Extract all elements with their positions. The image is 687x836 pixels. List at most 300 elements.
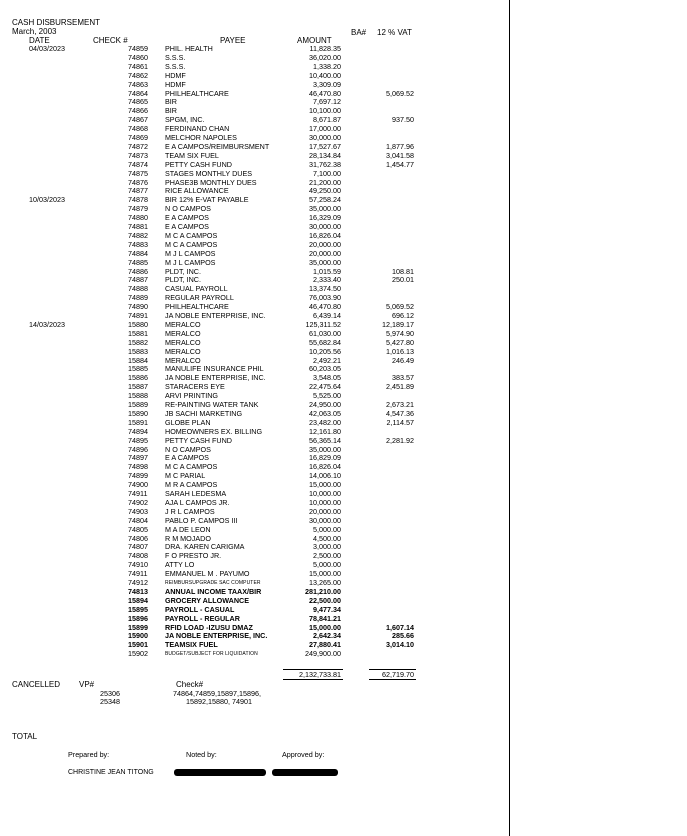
row-check-number: 74897 <box>128 453 148 463</box>
row-amount: 1,015.59 <box>313 266 341 276</box>
table-row <box>0 232 509 241</box>
table-row <box>0 446 509 455</box>
table-row <box>0 90 509 99</box>
row-vat: 1,016.13 <box>386 346 414 356</box>
row-amount: 8,671.87 <box>313 115 341 125</box>
row-payee: PETTY CASH FUND <box>165 159 232 169</box>
row-check-number: 15886 <box>128 373 148 383</box>
row-vat: 3,014.10 <box>386 640 414 650</box>
row-check-number: 74886 <box>128 266 148 276</box>
row-payee: PABLO P. CAMPOS III <box>165 515 238 525</box>
table-row <box>0 196 509 205</box>
redacted-name <box>272 769 338 776</box>
row-check-number: 74869 <box>128 133 148 142</box>
row-payee: M R A CAMPOS <box>165 480 218 490</box>
table-row <box>0 152 509 161</box>
row-check-number: 15889 <box>128 400 148 409</box>
row-payee: SARAH LEDESMA <box>165 489 227 498</box>
row-amount: 3,000.00 <box>313 542 341 552</box>
table-row <box>0 606 509 615</box>
row-amount: 15,000.00 <box>309 569 341 579</box>
table-row <box>0 250 509 259</box>
row-check-number: 74911 <box>128 569 148 579</box>
table-row <box>0 330 509 339</box>
row-check-number: 74889 <box>128 293 148 303</box>
row-check-number: 15900 <box>128 631 148 641</box>
amount-total-underline <box>283 679 343 680</box>
row-payee: HDMF <box>165 70 186 80</box>
row-payee: M J L CAMPOS <box>165 248 216 258</box>
table-row <box>0 561 509 570</box>
table-row <box>0 312 509 321</box>
row-payee: TEAM SIX FUEL <box>165 150 219 160</box>
row-payee: E A CAMPOS <box>165 222 209 231</box>
row-payee: RICE ALLOWANCE <box>165 186 229 196</box>
row-payee: M C A CAMPOS <box>165 230 218 240</box>
row-check-number: 74900 <box>128 480 148 490</box>
row-amount: 35,000.00 <box>309 444 341 454</box>
table-row <box>0 339 509 348</box>
row-amount: 46,470.80 <box>309 88 341 98</box>
row-payee: MERALCO <box>165 355 201 365</box>
row-amount: 11,828.35 <box>309 44 341 53</box>
table-row <box>0 81 509 90</box>
row-payee: S.S.S. <box>165 61 186 71</box>
row-payee: M C PARIAL <box>165 471 206 481</box>
header-amount: AMOUNT <box>297 36 332 45</box>
row-check-number: 74896 <box>128 444 148 454</box>
row-payee: M C A CAMPOS <box>165 462 218 472</box>
row-vat: 5,069.52 <box>386 88 414 98</box>
table-row <box>0 214 509 223</box>
row-check-number: 74859 <box>128 44 148 53</box>
row-amount: 125,311.52 <box>305 319 341 329</box>
table-row <box>0 72 509 81</box>
vat-total-underline <box>369 679 416 680</box>
row-check-number: 15882 <box>128 337 148 347</box>
row-payee: STAGES MONTHLY DUES <box>165 168 253 178</box>
row-amount: 10,205.56 <box>309 346 341 356</box>
row-check-number: 74899 <box>128 471 148 481</box>
table-row <box>0 241 509 250</box>
row-check-number: 74885 <box>128 257 148 267</box>
row-check-number: 74902 <box>128 497 148 507</box>
row-check-number: 15902 <box>128 649 148 659</box>
row-check-number: 74876 <box>128 177 148 187</box>
row-date: 14/03/2023 <box>29 319 65 329</box>
table-row <box>0 437 509 446</box>
noted-by-label: Noted by: <box>186 750 217 759</box>
row-payee: REGULAR PAYROLL <box>165 293 234 303</box>
row-amount: 60,203.05 <box>309 364 341 374</box>
row-check-number: 74873 <box>128 150 148 160</box>
table-row <box>0 161 509 170</box>
table-row <box>0 615 509 624</box>
table-row <box>0 125 509 134</box>
row-payee: ANNUAL INCOME TAAX/BIR <box>165 586 262 596</box>
row-amount: 3,548.05 <box>313 373 341 383</box>
table-row <box>0 526 509 535</box>
row-check-number: 15901 <box>128 640 148 650</box>
row-payee: PHIL. HEALTH <box>165 44 213 53</box>
row-check-number: 15891 <box>128 417 148 427</box>
redacted-name <box>174 769 266 776</box>
table-row <box>0 179 509 188</box>
row-check-number: 74880 <box>128 213 148 223</box>
row-payee: STARACERS EYE <box>165 382 225 392</box>
row-amount: 14,006.10 <box>309 471 341 481</box>
row-payee: HOMEOWNERS EX. BILLING <box>165 426 263 436</box>
table-row <box>0 517 509 526</box>
row-payee: JB SACHI MARKETING <box>165 408 243 418</box>
row-amount: 21,200.00 <box>309 177 341 187</box>
row-amount: 281,210.00 <box>305 586 341 596</box>
table-row <box>0 98 509 107</box>
header-check: CHECK # <box>93 36 128 45</box>
row-amount: 35,000.00 <box>309 204 341 214</box>
table-row <box>0 481 509 490</box>
row-check-number: 74864 <box>128 88 148 98</box>
row-amount: 5,000.00 <box>313 560 341 570</box>
row-payee: MANULIFE INSURANCE PHIL <box>165 364 264 374</box>
row-amount: 5,525.00 <box>313 391 341 401</box>
row-amount: 10,400.00 <box>309 70 341 80</box>
row-check-number: 74881 <box>128 222 148 231</box>
row-check-number: 15896 <box>128 613 148 623</box>
row-payee: PAYROLL - REGULAR <box>165 613 240 623</box>
row-payee: CASUAL PAYROLL <box>165 284 228 294</box>
report-title: CASH DISBURSEMENT <box>12 18 101 27</box>
table-row <box>0 463 509 472</box>
row-vat: 285.66 <box>392 631 414 641</box>
row-amount: 61,030.00 <box>309 328 341 338</box>
row-check-number: 15895 <box>128 604 148 614</box>
table-row <box>0 321 509 330</box>
row-amount: 17,000.00 <box>309 124 341 134</box>
row-amount: 24,950.00 <box>309 400 341 409</box>
row-amount: 30,000.00 <box>309 222 341 231</box>
row-payee: ATTY LO <box>165 560 195 570</box>
row-payee: S.S.S. <box>165 52 186 62</box>
row-check-number: 74806 <box>128 533 148 543</box>
row-amount: 16,826.04 <box>309 230 341 240</box>
row-check-number: 74883 <box>128 239 148 249</box>
row-check-number: 15885 <box>128 364 148 374</box>
row-vat: 108.81 <box>392 266 414 276</box>
row-amount: 55,682.84 <box>309 337 341 347</box>
vp-number: 25306 <box>100 689 120 698</box>
row-amount: 76,003.90 <box>309 293 341 303</box>
table-row <box>0 490 509 499</box>
cancelled-check-label: Check# <box>176 680 204 689</box>
row-amount: 23,482.00 <box>309 417 341 427</box>
row-payee: GLOBE PLAN <box>165 417 211 427</box>
row-vat: 2,673.21 <box>386 400 414 409</box>
row-amount: 35,000.00 <box>309 257 341 267</box>
row-payee: R M MOJADO <box>165 533 211 543</box>
row-payee: SPGM, INC. <box>165 115 205 125</box>
row-amount: 28,134.84 <box>309 150 341 160</box>
row-check-number: 74863 <box>128 79 148 89</box>
row-amount: 16,826.04 <box>309 462 341 472</box>
row-payee: MERALCO <box>165 346 201 356</box>
report-period: March, 2003 <box>12 27 57 36</box>
row-payee: MERALCO <box>165 319 201 329</box>
row-check-number: 15888 <box>128 391 148 401</box>
row-payee: DRA. KAREN CARIGMA <box>165 542 245 552</box>
row-vat: 1,454.77 <box>386 159 414 169</box>
row-amount: 7,100.00 <box>313 168 341 178</box>
row-amount: 7,697.12 <box>313 97 341 107</box>
row-check-number: 74804 <box>128 515 148 525</box>
table-row <box>0 401 509 410</box>
row-amount: 15,000.00 <box>309 622 341 632</box>
row-payee: N O CAMPOS <box>165 204 211 214</box>
table-row <box>0 499 509 508</box>
row-amount: 9,477.34 <box>313 604 341 614</box>
row-amount: 20,000.00 <box>309 248 341 258</box>
vat-total: 62,719.70 <box>382 670 414 679</box>
row-check-number: 74891 <box>128 311 148 320</box>
row-vat: 3,041.58 <box>386 150 414 160</box>
row-amount: 13,265.00 <box>309 578 341 587</box>
row-payee: M C A CAMPOS <box>165 239 218 249</box>
table-row <box>0 472 509 481</box>
row-payee: REIMBURSUPGRADE SAC COMPUTER <box>165 580 261 586</box>
row-vat: 383.57 <box>392 373 414 383</box>
row-amount: 4,500.00 <box>313 533 341 543</box>
row-amount: 27,880.41 <box>309 640 341 650</box>
row-check-number: 74813 <box>128 586 148 596</box>
table-row <box>0 374 509 383</box>
row-check-number: 74912 <box>128 578 148 587</box>
row-payee: JA NOBLE ENTERPRISE, INC. <box>165 631 268 641</box>
row-check-number: 74898 <box>128 462 148 472</box>
row-amount: 2,333.40 <box>313 275 341 285</box>
row-amount: 42,063.05 <box>309 408 341 418</box>
table-row <box>0 543 509 552</box>
row-vat: 696.12 <box>392 311 414 320</box>
row-amount: 2,500.00 <box>313 551 341 561</box>
row-payee: BUDGET/SUBJECT FOR LIQUIDATION <box>165 651 258 658</box>
table-row <box>0 597 509 606</box>
row-check-number: 15887 <box>128 382 148 392</box>
row-amount: 16,329.09 <box>309 213 341 223</box>
table-row <box>0 276 509 285</box>
row-amount: 13,374.50 <box>309 284 341 294</box>
row-amount: 249,900.00 <box>305 649 341 659</box>
row-payee: ARVI PRINTING <box>165 391 218 401</box>
row-check-number: 74862 <box>128 70 148 80</box>
row-payee: MELCHOR NAPOLES <box>165 133 237 142</box>
row-check-number: 74867 <box>128 115 148 125</box>
row-check-number: 74895 <box>128 435 148 445</box>
row-amount: 10,000.00 <box>309 497 341 507</box>
row-amount: 49,250.00 <box>309 186 341 196</box>
row-vat: 1,607.14 <box>386 622 414 632</box>
header-ba: BA# <box>351 28 367 37</box>
row-payee: PHILHEALTHCARE <box>165 88 229 98</box>
row-payee: TEAMSIX FUEL <box>165 640 218 650</box>
row-payee: E A CAMPOS <box>165 213 209 223</box>
row-payee: PLDT, INC. <box>165 275 201 285</box>
vp-number: 25348 <box>100 697 120 706</box>
row-check-number: 15890 <box>128 408 148 418</box>
row-payee: GROCERY ALLOWANCE <box>165 595 249 605</box>
row-payee: EMMANUEL M . PAYUMO <box>165 569 250 579</box>
table-row <box>0 383 509 392</box>
header-vat: 12 % VAT <box>377 28 412 37</box>
row-amount: 56,365.14 <box>309 435 341 445</box>
row-payee: PHASE3B MONTHLY DUES <box>165 177 257 187</box>
table-row <box>0 205 509 214</box>
row-check-number: 15884 <box>128 355 148 365</box>
row-check-number: 74807 <box>128 542 148 552</box>
table-row <box>0 508 509 517</box>
row-amount: 46,470.80 <box>309 302 341 312</box>
row-check-number: 15881 <box>128 328 148 338</box>
table-row <box>0 588 509 597</box>
row-amount: 5,000.00 <box>313 524 341 534</box>
row-check-number: 74868 <box>128 124 148 134</box>
row-payee: RE-PAINTING WATER TANK <box>165 400 259 409</box>
table-row <box>0 454 509 463</box>
table-row <box>0 410 509 419</box>
row-vat: 12,189.17 <box>382 319 414 329</box>
row-check-number: 74805 <box>128 524 148 534</box>
row-check-number: 74894 <box>128 426 148 436</box>
row-vat: 5,069.52 <box>386 302 414 312</box>
row-payee: PAYROLL - CASUAL <box>165 604 235 614</box>
approved-by-label: Approved by: <box>282 750 325 759</box>
row-amount: 10,100.00 <box>309 106 341 116</box>
row-amount: 3,309.09 <box>313 79 341 89</box>
table-row <box>0 535 509 544</box>
table-row <box>0 259 509 268</box>
table-row <box>0 632 509 641</box>
row-amount: 36,020.00 <box>309 52 341 62</box>
row-amount: 6,439.14 <box>313 311 341 320</box>
row-amount: 15,000.00 <box>309 480 341 490</box>
cancelled-checks-line: 15892,15880, 74901 <box>186 697 252 706</box>
row-payee: JA NOBLE ENTERPRISE, INC. <box>165 373 266 383</box>
row-payee: AJA L CAMPOS JR. <box>165 497 230 507</box>
cancelled-checks-line: 74864,74859,15897,15896, <box>173 689 261 698</box>
table-row <box>0 45 509 54</box>
row-payee: JA NOBLE ENTERPRISE, INC. <box>165 311 266 320</box>
row-check-number: 74882 <box>128 230 148 240</box>
prepared-by-label: Prepared by: <box>68 750 110 759</box>
row-vat: 2,281.92 <box>386 435 414 445</box>
table-row <box>0 268 509 277</box>
row-payee: E A CAMPOS <box>165 453 209 463</box>
total-label: TOTAL <box>12 732 38 741</box>
row-payee: PLDT, INC. <box>165 266 201 276</box>
row-check-number: 74911 <box>128 489 148 498</box>
cancelled-label: CANCELLED <box>12 680 61 689</box>
row-payee: M J L CAMPOS <box>165 257 216 267</box>
row-payee: FERDINAND CHAN <box>165 124 230 134</box>
header-date: DATE <box>29 36 50 45</box>
row-payee: BIR 12% E-VAT PAYABLE <box>165 195 249 205</box>
row-vat: 1,877.96 <box>386 141 414 151</box>
row-payee: E A CAMPOS/REIMBURSMENT <box>165 141 270 151</box>
row-check-number: 74903 <box>128 506 148 516</box>
row-amount: 1,338.20 <box>313 61 341 71</box>
row-amount: 2,492.21 <box>313 355 341 365</box>
row-vat: 250.01 <box>392 275 414 285</box>
row-payee: N O CAMPOS <box>165 444 211 454</box>
row-payee: PETTY CASH FUND <box>165 435 232 445</box>
row-check-number: 15880 <box>128 319 148 329</box>
row-amount: 17,527.67 <box>309 141 341 151</box>
table-row <box>0 428 509 437</box>
row-check-number: 15894 <box>128 595 148 605</box>
row-check-number: 74875 <box>128 168 148 178</box>
row-check-number: 74808 <box>128 551 148 561</box>
row-check-number: 74865 <box>128 97 148 107</box>
row-vat: 937.50 <box>392 115 414 125</box>
row-payee: M A DE LEON <box>165 524 211 534</box>
row-date: 04/03/2023 <box>29 44 65 53</box>
table-row <box>0 552 509 561</box>
table-row <box>0 650 509 659</box>
row-vat: 5,427.80 <box>386 337 414 347</box>
row-vat: 2,451.89 <box>386 382 414 392</box>
row-payee: RFID LOAD -IZUSU DMAZ <box>165 622 253 632</box>
row-amount: 57,258.24 <box>309 195 341 205</box>
row-payee: BIR <box>165 97 177 107</box>
row-amount: 12,161.80 <box>309 426 341 436</box>
row-check-number: 15883 <box>128 346 148 356</box>
table-row <box>0 641 509 650</box>
row-vat: 246.49 <box>392 355 414 365</box>
row-check-number: 74910 <box>128 560 148 570</box>
prepared-by-name: CHRISTINE JEAN TITONG <box>68 769 154 776</box>
row-amount: 2,642.34 <box>313 631 341 641</box>
row-payee: PHILHEALTHCARE <box>165 302 229 312</box>
table-row <box>0 348 509 357</box>
row-payee: MERALCO <box>165 328 201 338</box>
row-amount: 30,000.00 <box>309 515 341 525</box>
row-check-number: 74884 <box>128 248 148 258</box>
table-row <box>0 570 509 579</box>
row-check-number: 74887 <box>128 275 148 285</box>
row-amount: 10,000.00 <box>309 489 341 498</box>
table-row <box>0 143 509 152</box>
row-payee: BIR <box>165 106 177 116</box>
row-vat: 2,114.57 <box>386 417 414 427</box>
table-row <box>0 294 509 303</box>
amount-total: 2,132,733.81 <box>299 670 341 679</box>
table-row <box>0 54 509 63</box>
row-payee: MERALCO <box>165 337 201 347</box>
row-amount: 16,829.09 <box>309 453 341 463</box>
row-amount: 22,475.64 <box>309 382 341 392</box>
row-payee: J R L CAMPOS <box>165 506 215 516</box>
row-check-number: 74888 <box>128 284 148 294</box>
table-row <box>0 63 509 72</box>
table-row <box>0 187 509 196</box>
row-amount: 78,841.21 <box>309 613 341 623</box>
row-payee: HDMF <box>165 79 186 89</box>
vp-label: VP# <box>79 680 95 689</box>
table-row <box>0 285 509 294</box>
row-vat: 5,974.90 <box>386 328 414 338</box>
row-check-number: 74866 <box>128 106 148 116</box>
row-check-number: 74874 <box>128 159 148 169</box>
header-payee: PAYEE <box>220 36 246 45</box>
